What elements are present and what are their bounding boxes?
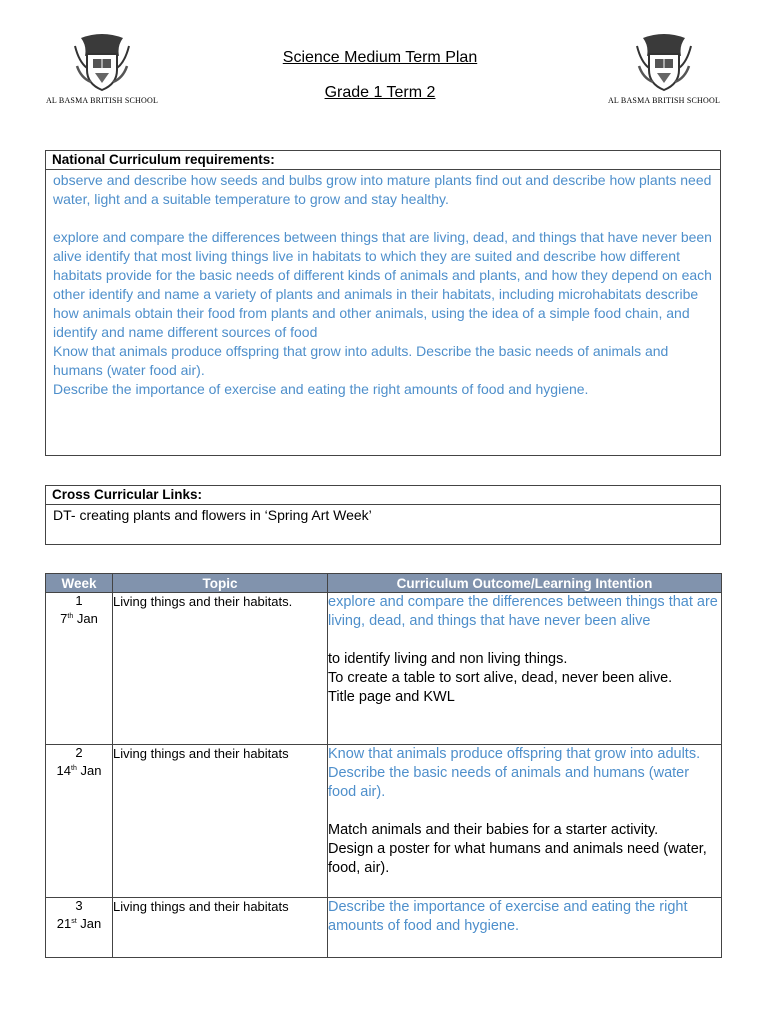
outcome-activity: Match animals and their babies for a starter activity.	[328, 822, 659, 838]
header-week: Week	[46, 574, 113, 593]
outcome-objective: Know that animals produce offspring that grow into adults. Describe the basic needs of animals and humans (water food air).	[328, 746, 701, 800]
page-title: Science Medium Term Plan	[282, 49, 478, 66]
week-date: 21st Jan	[56, 916, 102, 931]
outcome-activity: To create a table to sort alive, dead, never been alive.	[328, 670, 673, 686]
curriculum-paragraph: observe and describe how seeds and bulbs grow into mature plants find out and describe how plants need water, light and a suitable temperature to grow and stay healthy.	[53, 172, 712, 207]
table-row	[46, 593, 722, 745]
national-curriculum-title: National Curriculum requirements:	[46, 151, 720, 170]
table-row	[46, 898, 722, 958]
table-header-row	[46, 574, 722, 593]
school-logo-left	[42, 32, 162, 105]
week-cell	[46, 898, 113, 958]
school-crest-icon	[71, 32, 133, 94]
outcome-activity: Title page and KWL	[328, 689, 455, 705]
week-cell	[46, 745, 113, 898]
curriculum-paragraph: Know that animals produce offspring that grow into adults. Describe the basic needs of animals and humans (water food air).	[53, 343, 669, 378]
cross-curricular-text: DT- creating plants and flowers in ‘Spring Art Week’	[53, 507, 372, 523]
curriculum-paragraph: explore and compare the differences between things that are living, dead, and things that have never been alive identify that most living things live in habitats to which they are suited and describe how different habitats provide for the basic needs of different kinds of animals and plants, and how they depend on each other identify and name a variety of plants and animals in their habitats, including microhabitats describe how animals obtain their food from plants and other animals, using the idea of a simple food chain, and identify and name different sources of food	[53, 229, 712, 340]
outcome-cell	[328, 898, 722, 958]
outcome-activity: to identify living and non living things.	[328, 651, 568, 667]
week-number: 1	[75, 593, 83, 608]
week-date: 7th Jan	[60, 611, 98, 626]
page-subtitle: Grade 1 Term 2	[324, 84, 436, 101]
school-crest-icon	[633, 32, 695, 94]
outcome-cell	[328, 593, 722, 745]
school-name: AL BASMA BRITISH SCHOOL	[607, 96, 721, 105]
national-curriculum-body	[46, 170, 720, 400]
header-outcome: Curriculum Outcome/Learning Intention	[328, 574, 722, 593]
topic-cell: Living things and their habitats.	[113, 593, 328, 745]
table-row	[46, 745, 722, 898]
header-topic: Topic	[113, 574, 328, 593]
outcome-activity: Design a poster for what humans and animals need (water, food, air).	[328, 841, 707, 876]
outcome-cell	[328, 745, 722, 898]
cross-curricular-title: Cross Curricular Links:	[46, 486, 720, 505]
week-number: 3	[75, 898, 83, 913]
school-logo-right	[604, 32, 724, 105]
plan-table	[45, 573, 722, 958]
outcome-objective: explore and compare the differences between things that are living, dead, and things that have never been alive	[328, 594, 718, 629]
school-name: AL BASMA BRITISH SCHOOL	[45, 96, 159, 105]
topic-cell: Living things and their habitats	[113, 898, 328, 958]
week-number: 2	[75, 745, 83, 760]
cross-curricular-box	[45, 485, 721, 545]
curriculum-paragraph: Describe the importance of exercise and eating the right amounts of food and hygiene.	[53, 381, 589, 397]
week-cell	[46, 593, 113, 745]
national-curriculum-box	[45, 150, 721, 456]
week-date: 14th Jan	[56, 763, 102, 778]
topic-cell: Living things and their habitats	[113, 745, 328, 898]
outcome-objective: Describe the importance of exercise and eating the right amounts of food and hygiene.	[328, 899, 688, 934]
